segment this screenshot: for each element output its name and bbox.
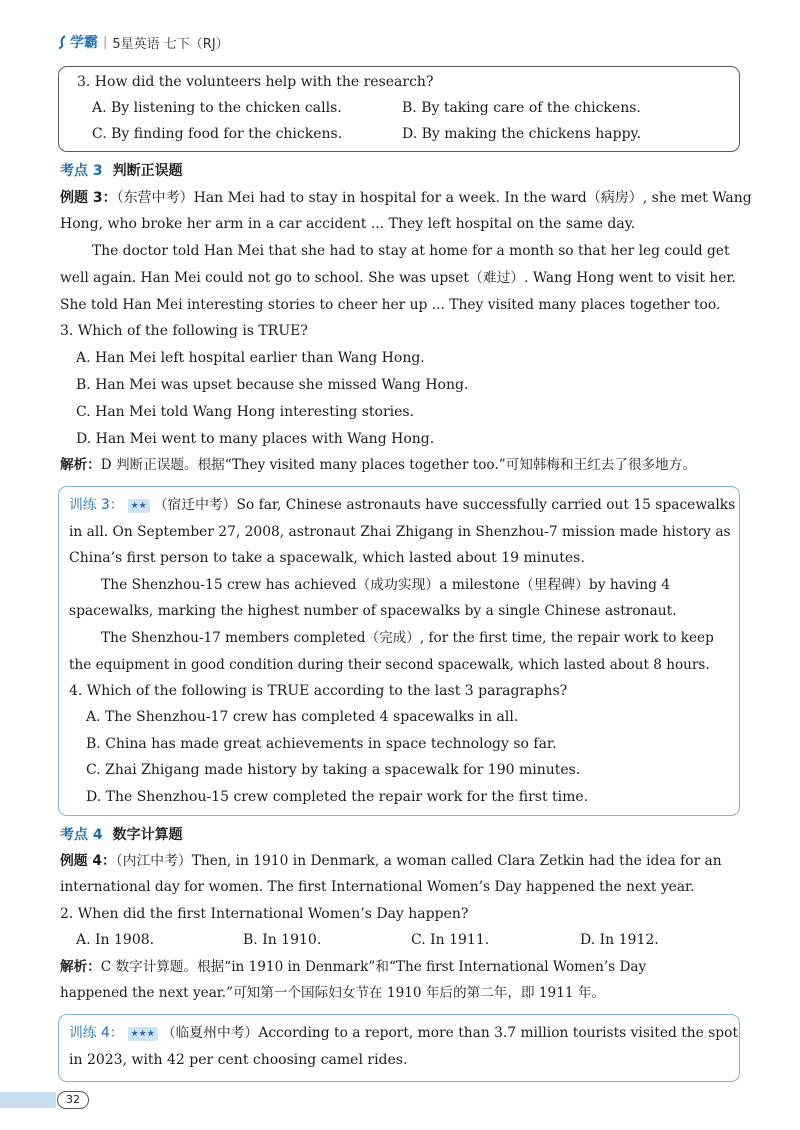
passage-line: Han Mei had to stay in hospital for a week. In the ward（病房）, she met Wang — [193, 190, 752, 206]
option-a: A. The Shenzhou-17 crew has completed 4 spacewalks in all. — [86, 709, 519, 725]
example-line-1 — [60, 188, 752, 208]
option-c: C. Zhai Zhigang made history by taking a spacewalk for 190 minutes. — [86, 762, 581, 778]
section-title: 数字计算题 — [112, 827, 183, 843]
passage-line: The Shenzhou-15 crew has achieved（成功实现）a milestone（里程碑）by having 4 — [101, 577, 671, 593]
analysis-label: 解析： — [60, 457, 101, 473]
option-a: A. Han Mei left hospital earlier than Wang Hong. — [76, 350, 425, 366]
section-heading-4 — [60, 825, 183, 845]
passage-line: the equipment in good condition during their second spacewalk, which lasted about 8 hours. — [69, 657, 710, 673]
option-c: C. Han Mei told Wang Hong interesting stories. — [76, 404, 415, 420]
analysis-text: D 判断正误题。根据“They visited many places together too.”可知韩梅和王红去了很多地方。 — [100, 457, 696, 473]
passage-line: well again. Han Mei could not go to school. She was upset（难过）. Wang Hong went to visit her. — [60, 270, 736, 286]
option-b: B. Han Mei was upset because she missed Wang Hong. — [76, 377, 469, 393]
option-a: A. In 1908. — [76, 932, 155, 948]
section-key: 考点 3 — [60, 163, 103, 179]
option-d: D. The Shenzhou-15 crew completed the repair work for the first time. — [86, 789, 589, 805]
training-source: （宿迁中考） — [153, 497, 237, 513]
example-label: 例题 3： — [60, 190, 117, 206]
header — [58, 32, 229, 52]
question-text: 3. How did the volunteers help with the research? — [77, 74, 434, 90]
passage-line: She told Han Mei interesting stories to cheer her up ... They visited many places together too. — [60, 297, 721, 313]
section-heading-3 — [60, 161, 183, 181]
option-b: B. By taking care of the chickens. — [402, 100, 641, 116]
option-b: B. In 1910. — [243, 932, 322, 948]
option-a: A. By listening to the chicken calls. — [92, 100, 342, 116]
analysis-text: C 数字计算题。根据“in 1910 in Denmark”和“The first International Women’s Day — [100, 959, 647, 975]
brand-name: 学霸 — [70, 35, 98, 51]
training-line-1 — [69, 495, 735, 515]
example-source: （东营中考） — [116, 190, 194, 206]
passage-line: The Shenzhou-17 members completed（完成）, for the first time, the repair work to keep — [101, 630, 714, 646]
brand-logo-icon — [58, 35, 68, 49]
option-b: B. China has made great achievements in space technology so far. — [86, 736, 557, 752]
option-c: C. In 1911. — [411, 932, 490, 948]
passage-line: in all. On September 27, 2008, astronaut Zhai Zhigang in Shenzhou-7 mission made history as — [69, 524, 731, 540]
passage-line: spacewalks, marking the highest number of spacewalks by a single Chinese astronaut. — [69, 603, 677, 619]
question-text: 3. Which of the following is TRUE? — [60, 323, 308, 339]
book-title: 5星英语 七下（RJ） — [112, 36, 229, 52]
section-title: 判断正误题 — [112, 163, 183, 179]
passage-line: According to a report, more than 3.7 million tourists visited the spot — [258, 1025, 738, 1041]
option-d: D. Han Mei went to many places with Wang Hong. — [76, 431, 435, 447]
option-d: D. By making the chickens happy. — [402, 126, 642, 142]
analysis — [60, 455, 696, 475]
brand-logo — [58, 32, 98, 52]
training-label: 训练 4： — [69, 1025, 124, 1041]
passage-line: Then, in 1910 in Denmark, a woman called Clara Zetkin had the idea for an — [191, 853, 722, 869]
training-line-1 — [69, 1023, 738, 1043]
option-d: D. In 1912. — [580, 932, 659, 948]
analysis-label: 解析： — [60, 959, 101, 975]
difficulty-stars-icon: ★★ — [128, 499, 150, 513]
question-text: 4. Which of the following is TRUE according to the last 3 paragraphs? — [69, 683, 568, 699]
question-text: 2. When did the first International Women’s Day happen? — [60, 906, 469, 922]
analysis-line-2: happened the next year.”可知第一个国际妇女节在 1910 年后的第二年，即 1911 年。 — [60, 985, 606, 1001]
example-line-1 — [60, 851, 722, 871]
passage-line: in 2023, with 42 per cent choosing camel rides. — [69, 1052, 408, 1068]
section-key: 考点 4 — [60, 827, 103, 843]
footer-bar — [0, 1092, 56, 1108]
analysis — [60, 957, 646, 977]
passage-line: China’s first person to take a spacewalk, which lasted about 19 minutes. — [69, 550, 585, 566]
passage-line: international day for women. The first International Women’s Day happened the next year. — [60, 879, 695, 895]
passage-line: So far, Chinese astronauts have successfully carried out 15 spacewalks — [236, 497, 736, 513]
training-label: 训练 3： — [69, 497, 124, 513]
page-number: 32 — [57, 1091, 89, 1109]
training-source: （临夏州中考） — [161, 1025, 259, 1041]
example-label: 例题 4： — [60, 853, 116, 869]
difficulty-stars-icon: ★★★ — [128, 1027, 158, 1041]
passage-line: Hong, who broke her arm in a car accident ... They left hospital on the same day. — [60, 216, 636, 232]
passage-line: The doctor told Han Mei that she had to stay at home for a month so that her leg could get — [92, 243, 730, 259]
header-separator: | — [103, 34, 108, 50]
example-source: （内江中考） — [115, 853, 192, 869]
option-c: C. By finding food for the chickens. — [92, 126, 343, 142]
